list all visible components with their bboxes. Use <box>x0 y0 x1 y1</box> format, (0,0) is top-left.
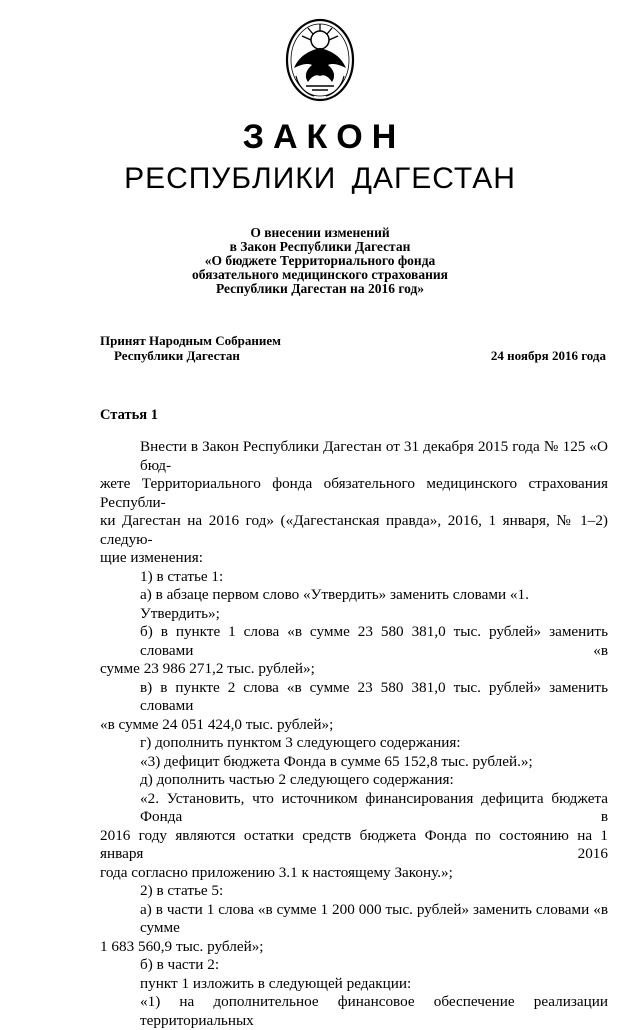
adoption-block <box>100 333 281 363</box>
article-line: пункт 1 изложить в следующей редакции: <box>140 974 412 992</box>
article-line: 1) в статье 1: <box>140 567 224 585</box>
article-line: а) в части 1 слова «в сумме 1 200 000 тыс. рублей» заменить словами «в сумме <box>140 900 608 936</box>
article-line: щие изменения: <box>100 549 203 566</box>
subject-line: О внесении изменений <box>250 225 390 240</box>
article-line: г) дополнить пунктом 3 следующего содержания: <box>140 734 461 751</box>
article-line: года согласно приложению 3.1 к настоящему Закону.»; <box>100 863 453 881</box>
subject-line: Республики Дагестан на 2016 год» <box>215 281 425 296</box>
article-line: б) в пункте 1 слова «в сумме 23 580 381,0 тыс. рублей» заменить словами «в <box>140 623 608 659</box>
adoption-line-2: Республики Дагестан <box>114 348 240 363</box>
article-line: д) дополнить частью 2 следующего содержания: <box>140 771 454 788</box>
subject-line: в Закон Республики Дагестан <box>229 239 411 254</box>
law-title: ЗАКОН <box>242 118 406 156</box>
article-line: ки Дагестан на 2016 год» («Дагестанская правда», 2016, 1 января, № 1–2) следую- <box>100 512 608 548</box>
republic-title: РЕСПУБЛИКИ ДАГЕСТАН <box>124 162 516 195</box>
article-body <box>100 438 608 1030</box>
article-line: жете Территориального фонда обязательного медицинского страхования Республи- <box>100 475 608 511</box>
subject-line: «О бюджете Территориального фонда <box>204 253 436 268</box>
article-line: 2016 году являются остатки средств бюджета Фонда по состоянию на 1 января 2016 <box>100 826 608 862</box>
article-line: в) в пункте 2 слова «в сумме 23 580 381,0 тыс. рублей» заменить словами <box>140 678 608 714</box>
article-line: б) в части 2: <box>140 956 220 973</box>
article-line: а) в абзаце первом слово «Утвердить» заменить словами «1. Утвердить»; <box>140 586 529 622</box>
law-subject <box>0 226 640 296</box>
article-title: Статья 1 <box>100 407 158 423</box>
article-line: «2. Установить, что источником финансирования дефицита бюджета Фонда в <box>140 789 608 825</box>
dagestan-coat-of-arms-icon <box>284 16 356 104</box>
subject-line: обязательного медицинского страхования <box>192 267 448 282</box>
adoption-line-1: Принят Народным Собранием <box>100 333 282 348</box>
article-line: 1 683 560,9 тыс. рублей»; <box>100 937 264 955</box>
article-line: сумме 23 986 271,2 тыс. рублей»; <box>100 660 315 677</box>
adoption-date: 24 ноября 2016 года <box>490 348 606 363</box>
article-line: «3) дефицит бюджета Фонда в сумме 65 152,8 тыс. рублей.»; <box>140 752 533 770</box>
article-line: Внести в Закон Республики Дагестан от 31 декабря 2015 года № 125 «О бюд- <box>140 438 608 474</box>
article-line: 2) в статье 5: <box>140 882 224 899</box>
article-line: «в сумме 24 051 424,0 тыс. рублей»; <box>100 715 334 733</box>
article-line: «1) на дополнительное финансовое обеспечение реализации территориальных <box>140 993 608 1029</box>
